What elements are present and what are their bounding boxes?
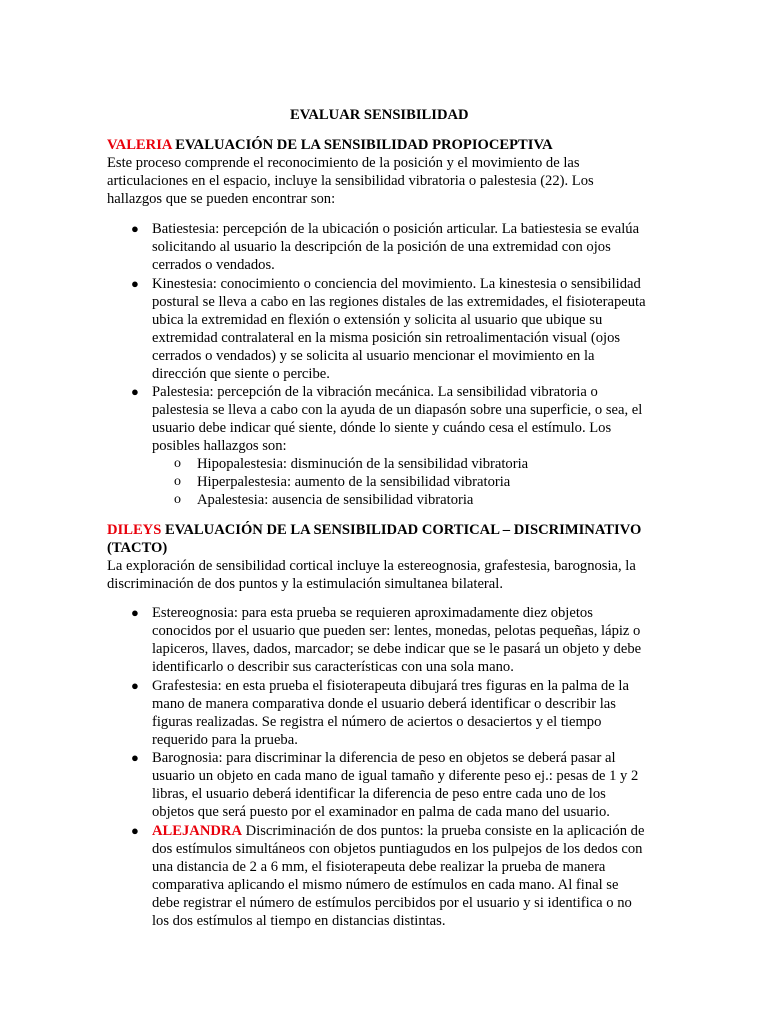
- section-1-title: EVALUACIÓN DE LA SENSIBILIDAD PROPIOCEPTIVA: [175, 137, 553, 153]
- bullet-line: identificarlo o describir sus características con una sola mano.: [152, 659, 514, 675]
- bullet-icon: ●: [131, 276, 139, 291]
- bullet-line-rest: Discriminación de dos puntos: la prueba consiste en la aplicación de: [245, 823, 645, 839]
- circle-bullet-icon: o: [174, 456, 181, 471]
- bullet-line: comparativa aplicando el mismo número de estímulos en cada mano. Al final se: [152, 877, 619, 893]
- bullet-line: cerrados o vendados.: [152, 257, 275, 273]
- bullet-line: mano de manera comparativa donde el usuario deberá identificar o describir las: [152, 696, 616, 712]
- bullet-line: postural se lleva a cabo en las regiones distales de las extremidades, el fisioterapeuta: [152, 294, 646, 310]
- bullet-icon: ●: [131, 384, 139, 399]
- bullet-line: conocidos por el usuario que pueden ser: lentes, monedas, pelotas pequeñas, lápiz o: [152, 623, 641, 639]
- section-2-intro-line: discriminación de dos puntos y la estimulación simultanea bilateral.: [107, 576, 503, 592]
- bullet-line: libras, el usuario deberá identificar la diferencia de peso entre cada uno de los: [152, 786, 606, 802]
- section-2-intro-line: La exploración de sensibilidad cortical incluye la estereognosia, grafestesia, barognosia, la: [107, 558, 636, 574]
- sub-bullet-line: Hiperpalestesia: aumento de la sensibilidad vibratoria: [197, 474, 511, 490]
- bullet-line: los dos estímulos al tiempo en distancias distintas.: [152, 913, 446, 929]
- bullet-line: extremidad contralateral en la misma posición sin retroalimentación visual (ojos: [152, 330, 621, 346]
- bullet-line: requerido para la prueba.: [152, 732, 298, 748]
- section-1-intro-line: Este proceso comprende el reconocimiento de la posición y el movimiento de las: [107, 155, 580, 171]
- bullet-line: una distancia de 2 a 6 mm, el fisioterapeuta debe realizar la prueba de manera: [152, 859, 606, 875]
- section-2-person: DILEYS: [107, 522, 162, 538]
- section-1-intro-line: articulaciones en el espacio, incluye la sensibilidad vibratoria o palestesia (22). Los: [107, 173, 594, 189]
- section-1-intro-line: hallazgos que se pueden encontrar son:: [107, 191, 336, 207]
- bullet-icon: ●: [131, 750, 139, 765]
- sub-bullet-line: Hipopalestesia: disminución de la sensibilidad vibratoria: [197, 456, 529, 472]
- circle-bullet-icon: o: [174, 492, 181, 507]
- bullet-line: usuario debe indicar qué siente, dónde lo siente y cuándo cesa el estímulo. Los: [152, 420, 612, 436]
- bullet-line: palestesia se lleva a cabo con la ayuda de un diapasón sobre una superficie, o sea, el: [152, 402, 643, 418]
- bullet-line: posibles hallazgos son:: [152, 438, 287, 454]
- bullet-icon: ●: [131, 823, 139, 838]
- bullet-line: figuras realizadas. Se registra el número de aciertos o desaciertos y el tiempo: [152, 714, 602, 730]
- section-2-title: EVALUACIÓN DE LA SENSIBILIDAD CORTICAL – DISCRIMINATIVO: [165, 522, 642, 538]
- bullet-person: ALEJANDRA: [152, 823, 242, 839]
- bullet-line: solicitando al usuario la descripción de la posición de una extremidad con ojos: [152, 239, 611, 255]
- bullet-line: Grafestesia: en esta prueba el fisioterapeuta dibujará tres figuras en la palma de la: [152, 678, 629, 694]
- bullet-line: objetos que será puesto por el examinador en palma de cada mano del usuario.: [152, 804, 610, 820]
- bullet-line: ubica la extremidad en flexión o extensión y solicita al usuario que ubique su: [152, 312, 603, 328]
- bullet-line: dos estímulos simultáneos con objetos puntiagudos en los pulpejos de los dedos con: [152, 841, 643, 857]
- bullet-icon: ●: [131, 678, 139, 693]
- bullet-line: Barognosia: para discriminar la diferencia de peso en objetos se deberá pasar al: [152, 750, 616, 766]
- bullet-line: debe registrar el número de estímulos percibidos por el usuario y si identifica o no: [152, 895, 632, 911]
- section-1-heading: [107, 136, 553, 154]
- bullet-line: Palestesia: percepción de la vibración mecánica. La sensibilidad vibratoria o: [152, 384, 598, 400]
- bullet-line: usuario un objeto en cada mano de igual tamaño y diferente peso ej.: pesas de 1 y 2: [152, 768, 639, 784]
- bullet-icon: ●: [131, 605, 139, 620]
- bullet-line: Estereognosia: para esta prueba se requieren aproximadamente diez objetos: [152, 605, 593, 621]
- bullet-line: dirección que siente o percibe.: [152, 366, 330, 382]
- bullet-line: cerrados o vendados) y se solicita al usuario mencionar el movimiento en la: [152, 348, 595, 364]
- bullet-icon: ●: [131, 221, 139, 236]
- circle-bullet-icon: o: [174, 474, 181, 489]
- bullet-line: lapiceros, llaves, dados, marcador; se debe indicar que se le pasará un objeto y debe: [152, 641, 642, 657]
- bullet-first-line: [152, 822, 644, 840]
- bullet-line: Batiestesia: percepción de la ubicación o posición articular. La batiestesia se evalúa: [152, 221, 640, 237]
- section-2-title-continued: (TACTO): [107, 540, 168, 556]
- bullet-line: Kinestesia: conocimiento o conciencia del movimiento. La kinestesia o sensibilidad: [152, 276, 641, 292]
- sub-bullet-line: Apalestesia: ausencia de sensibilidad vibratoria: [197, 492, 474, 508]
- page-title: EVALUAR SENSIBILIDAD: [290, 107, 469, 123]
- section-2-heading: [107, 521, 641, 539]
- section-1-person: VALERIA: [107, 137, 172, 153]
